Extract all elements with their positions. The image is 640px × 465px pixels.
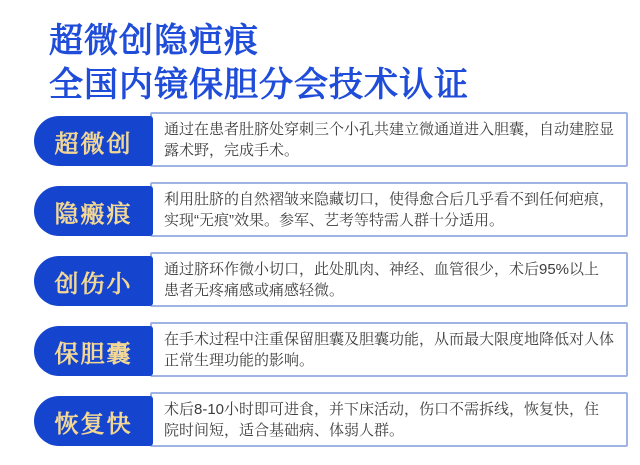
feature-row bbox=[34, 182, 628, 237]
feature-label: 超微创 bbox=[54, 130, 133, 158]
feature-description-box bbox=[150, 392, 628, 447]
poster-title-line1: 超微创隐疤痕 bbox=[49, 22, 259, 60]
feature-row bbox=[34, 322, 628, 377]
feature-label-pill bbox=[34, 116, 153, 166]
header bbox=[49, 19, 469, 107]
feature-description-box bbox=[150, 112, 628, 167]
feature-label-pill bbox=[34, 256, 153, 306]
feature-label-pill bbox=[34, 326, 153, 376]
feature-description: 在手术过程中注重保留胆囊及胆囊功能，从而最大限度地降低对人体正常生理功能的影响。 bbox=[164, 330, 615, 369]
feature-label-pill bbox=[34, 396, 153, 446]
feature-description: 利用肚脐的自然褶皱来隐藏切口，使得愈合后几乎看不到任何疤痕，实现“无痕”效果。参军、艺考等特需人群十分适用。 bbox=[164, 190, 615, 229]
feature-description: 通过脐环作微小切口，此处肌肉、神经、血管很少，术后95%以上患者无疼痛感或痛感轻微。 bbox=[164, 260, 600, 299]
poster-title-line2: 全国内镜保胆分会技术认证 bbox=[49, 66, 469, 104]
feature-description: 术后8-10小时即可进食，并下床活动，伤口不需拆线，恢复快，住院时间短，适合基础病、体弱人群。 bbox=[164, 400, 600, 439]
feature-label: 创伤小 bbox=[54, 270, 133, 298]
feature-description-box bbox=[150, 322, 628, 377]
feature-label: 恢复快 bbox=[54, 410, 133, 438]
feature-row bbox=[34, 112, 628, 167]
feature-row bbox=[34, 392, 628, 447]
feature-label: 隐瘢痕 bbox=[54, 200, 133, 228]
feature-description-box bbox=[150, 252, 628, 307]
feature-rows bbox=[34, 112, 628, 447]
feature-description: 通过在患者肚脐处穿刺三个小孔共建立微通道进入胆囊，自动建腔显露术野，完成手术。 bbox=[164, 120, 615, 159]
feature-label: 保胆囊 bbox=[54, 340, 133, 368]
feature-row bbox=[34, 252, 628, 307]
feature-label-pill bbox=[34, 186, 153, 236]
feature-description-box bbox=[150, 182, 628, 237]
